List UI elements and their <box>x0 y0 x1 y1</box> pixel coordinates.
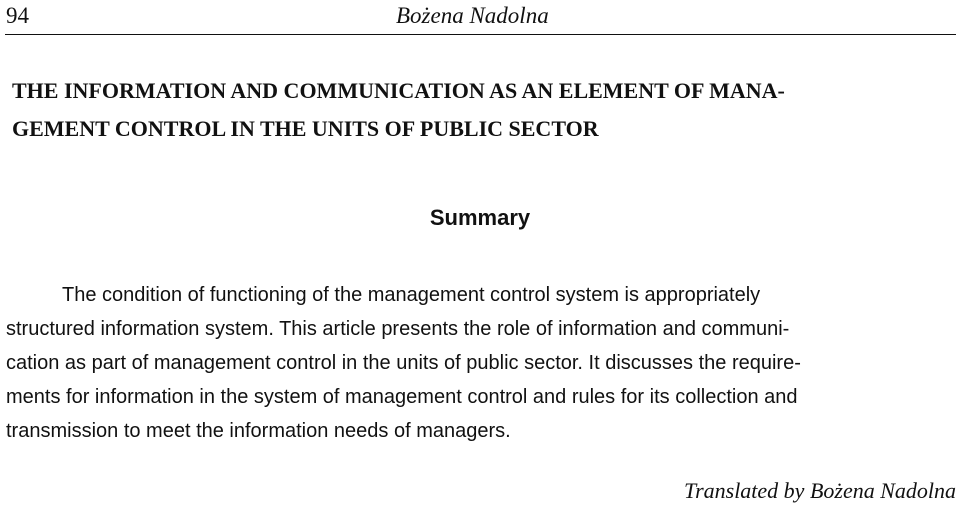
summary-line: structured information system. This article presents the role of information and communi- <box>6 318 790 340</box>
page-number: 94 <box>6 3 29 28</box>
summary-paragraph <box>6 278 956 448</box>
title-line: THE INFORMATION AND COMMUNICATION AS AN ELEMENT OF MANA- <box>12 78 785 103</box>
summary-line: ments for information in the system of management control and rules for its collection and <box>6 386 798 408</box>
running-header <box>5 0 956 35</box>
summary-line: The condition of functioning of the management control system is appropriately <box>62 284 761 306</box>
summary-line: transmission to meet the information needs of managers. <box>6 420 511 442</box>
summary-heading: Summary <box>429 205 531 230</box>
running-head-author: Bożena Nadolna <box>396 3 549 28</box>
article-title <box>12 72 957 148</box>
translator-credit: Translated by Bożena Nadolna <box>684 478 956 503</box>
title-line: GEMENT CONTROL IN THE UNITS OF PUBLIC SECTOR <box>12 116 599 141</box>
summary-line: cation as part of management control in the units of public sector. It discusses the require- <box>6 352 801 374</box>
